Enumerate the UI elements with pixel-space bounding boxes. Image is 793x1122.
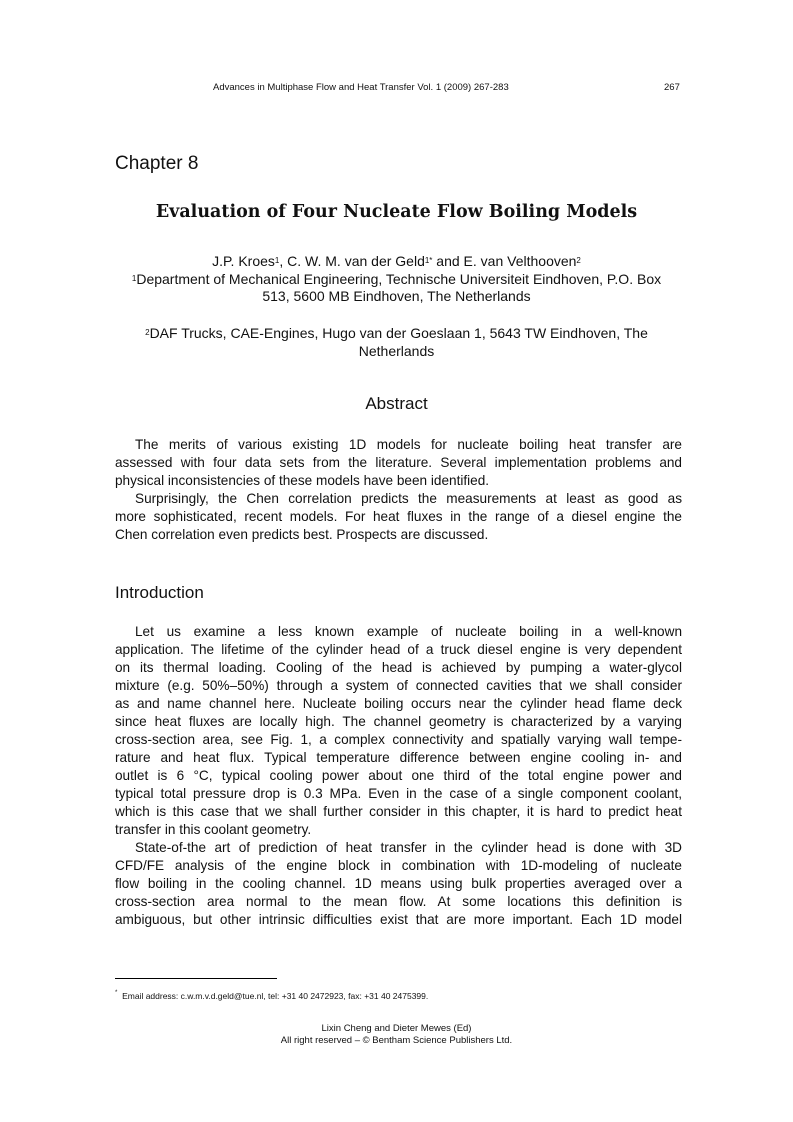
- text-line: cross-section area, see Fig. 1, a complex connectivity and spatially varying wall tempe-: [115, 732, 682, 747]
- running-header: Advances in Multiphase Flow and Heat Transfer Vol. 1 (2009) 267-283: [213, 82, 509, 93]
- footnote-text: Email address: c.w.m.v.d.geld@tue.nl, tel: +31 40 2472923, fax: +31 40 2475399.: [122, 991, 429, 1001]
- text-line: mixture (e.g. 50%–50%) through a system of connected cavities that we shall consider: [115, 678, 682, 693]
- affil-mark: 2: [576, 256, 581, 265]
- affiliation-text: 513, 5600 MB Eindhoven, The Netherlands: [262, 288, 531, 304]
- text-line: transfer in this coolant geometry.: [115, 822, 312, 837]
- text-line: more sophisticated, recent models. For heat fluxes in the range of a diesel engine the: [115, 509, 682, 524]
- footnote: [115, 991, 428, 1001]
- chapter-label: Chapter 8: [115, 153, 199, 174]
- page-number: 267: [664, 82, 680, 93]
- text-line: flow boiling in the cooling channel. 1D means using bulk properties averaged over a: [115, 876, 682, 891]
- text-line: as and name channel here. Nucleate boiling occurs near the cylinder head flame deck: [115, 696, 682, 711]
- affil-mark: 1*: [424, 256, 433, 265]
- author-list: [100, 253, 693, 306]
- introduction-body: [115, 623, 682, 929]
- text-line: physical inconsistencies of these models have been identified.: [115, 473, 490, 488]
- author: J.P. Kroes: [212, 253, 275, 269]
- text-line: Surprisingly, the Chen correlation predicts the measurements at least as good as: [135, 491, 682, 506]
- text-line: which is this case that we shall further consider in this chapter, it is hard to predict heat: [115, 804, 682, 819]
- affiliation-text: Department of Mechanical Engineering, Technische Universiteit Eindhoven, P.O. Box: [136, 270, 662, 287]
- author: and E. van Velthooven: [432, 253, 577, 269]
- affil-mark: 1: [274, 256, 280, 265]
- text-line: Chen correlation even predicts best. Prospects are discussed.: [115, 527, 489, 542]
- text-line: The merits of various existing 1D models for nucleate boiling heat transfer are: [135, 437, 682, 452]
- page-footer: [0, 1023, 793, 1047]
- text-line: application. The lifetime of the cylinder head of a truck diesel engine is very dependent: [115, 642, 682, 657]
- affiliation-2: [100, 325, 693, 360]
- text-line: cross-section area normal to the mean flow. At some locations this definition is: [115, 894, 682, 909]
- text-line: State-of-the art of prediction of heat transfer in the cylinder head is done with 3D: [135, 840, 682, 855]
- introduction-heading: Introduction: [115, 583, 204, 602]
- footer-editors: Lixin Cheng and Dieter Mewes (Ed): [321, 1023, 472, 1034]
- text-line: Let us examine a less known example of nucleate boiling in a well-known: [135, 624, 682, 639]
- text-line: assessed with four data sets from the literature. Several implementation problems and: [115, 455, 682, 470]
- text-line: typical total pressure drop is 0.3 MPa. Even in the case of a single component coolant,: [115, 786, 682, 801]
- text-line: ambiguous, but other intrinsic difficulties exist that are more important. Each 1D model: [115, 912, 682, 927]
- abstract-heading: Abstract: [365, 394, 428, 413]
- paper-title: Evaluation of Four Nucleate Flow Boiling Models: [155, 202, 638, 222]
- footnote-rule: [115, 978, 277, 979]
- text-line: outlet is 6 °C, typical cooling power about one third of the total engine power and: [115, 768, 682, 783]
- affiliation-text: DAF Trucks, CAE-Engines, Hugo van der Goeslaan 1, 5643 TW Eindhoven, The: [149, 325, 648, 341]
- author: , C. W. M. van der Geld: [279, 253, 425, 269]
- abstract-body: [115, 436, 682, 544]
- text-line: on its thermal loading. Cooling of the head is achieved by pumping a water-glycol: [115, 660, 682, 675]
- footer-copyright: All right reserved – © Bentham Science Publishers Ltd.: [280, 1035, 513, 1046]
- footnote-mark: *: [115, 990, 118, 996]
- text-line: CFD/FE analysis of the engine block in combination with 1D-modeling of nucleate: [115, 858, 682, 873]
- affil-mark: 2: [145, 328, 150, 337]
- text-line: rature and heat flux. Typical temperature difference between engine cooling in- and: [115, 750, 682, 765]
- affiliation-text: Netherlands: [358, 342, 435, 359]
- text-line: since heat fluxes are locally high. The channel geometry is characterized by a varying: [115, 714, 682, 729]
- affiliation-1: [100, 271, 693, 289]
- affil-mark: 1: [131, 273, 137, 283]
